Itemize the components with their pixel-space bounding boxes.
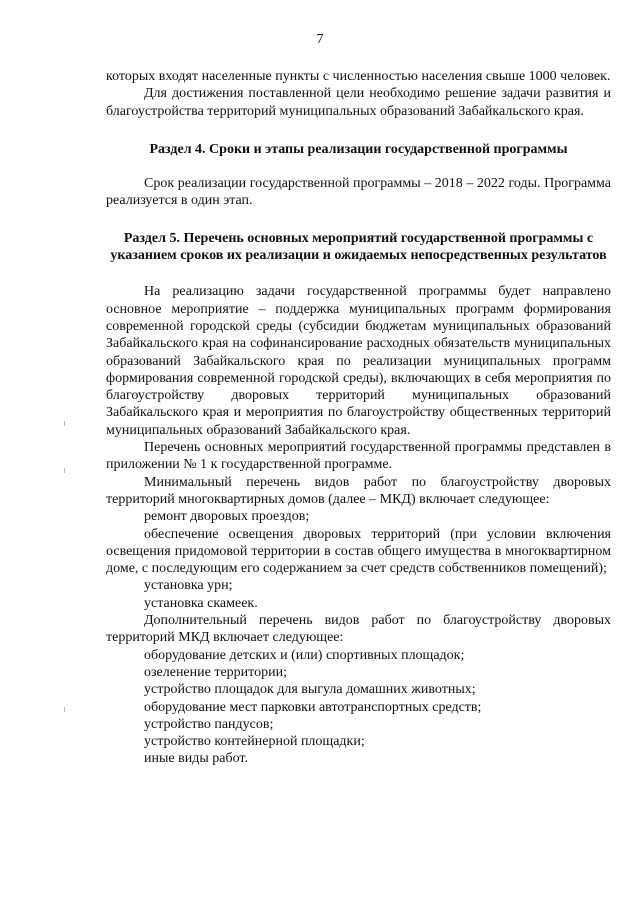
list-item: устройство пандусов; [144, 716, 274, 732]
list-item: устройство площадок для выгула домашних животных; [144, 682, 476, 698]
list-item: иные виды работ. [144, 751, 248, 767]
section5-paragraph-min-list: Минимальный перечень видов работ по благоустройству дворовых территорий многоквартирных домов (далее – МКД) включает следующее: [106, 474, 611, 507]
paragraph-intro-continuation: которых входят населенные пункты с численностью населения свыше 1000 человек. [106, 69, 611, 84]
list-item: обеспечение освещения дворовых территорий (при условии включения освещения придомовой территории в состав общего имущества в многоквартирном доме, с последующим его содержанием за счет средств собственников помещений); [106, 526, 611, 577]
list-item: установка урн; [144, 578, 233, 594]
document-body [106, 68, 611, 768]
margin-mark [64, 707, 65, 712]
list-item: установка скамеек. [144, 595, 258, 611]
margin-mark [64, 421, 65, 426]
section5-paragraph-appendix: Перечень основных мероприятий государственной программы представлен в приложении № 1 к государственной программе. [106, 440, 611, 473]
list-item: оборудование мест парковки автотранспортных средств; [144, 699, 482, 715]
page-number: 7 [316, 32, 324, 47]
section4-text: Срок реализации государственной программы – 2018 – 2022 годы. Программа реализуется в один этап. [106, 176, 611, 209]
paragraph-goal: Для достижения поставленной цели необходимо решение задачи развития и благоустройства территорий муниципальных образований Забайкальского края. [106, 86, 611, 119]
section5-title: Раздел 5. Перечень основных мероприятий государственной программы с указанием сроков их реализации и ожидаемых непосредственных результатов [110, 230, 607, 264]
section5-paragraph-main-activity: На реализацию задачи государственной программы будет направлено основное мероприятие – поддержка муниципальных программ формирования современной городской среды (субсидии бюджетам муниципальных образований Забайкальского края на софинансирование расходных обязательств муниципальных образований Забайкальского края по реализации муниципальных программ формирования современной городской среды), включающих в себя мероприятия по благоустройству дворовых территорий муниципальных образований Забайкальского края и мероприятия по благоустройству общественных территорий муниципальных образований Забайкальского края. [106, 284, 611, 438]
list-item: озеленение территории; [144, 664, 287, 680]
list-item: оборудование детских и (или) спортивных площадок; [144, 647, 465, 663]
list-item: устройство контейнерной площадки; [144, 734, 365, 750]
section5-paragraph-extra-list: Дополнительный перечень видов работ по благоустройству дворовых территорий МКД включает следующее: [106, 613, 611, 646]
margin-mark [64, 468, 65, 473]
section4-title: Раздел 4. Сроки и этапы реализации государственной программы [149, 141, 568, 157]
list-item: ремонт дворовых проездов; [144, 509, 310, 525]
